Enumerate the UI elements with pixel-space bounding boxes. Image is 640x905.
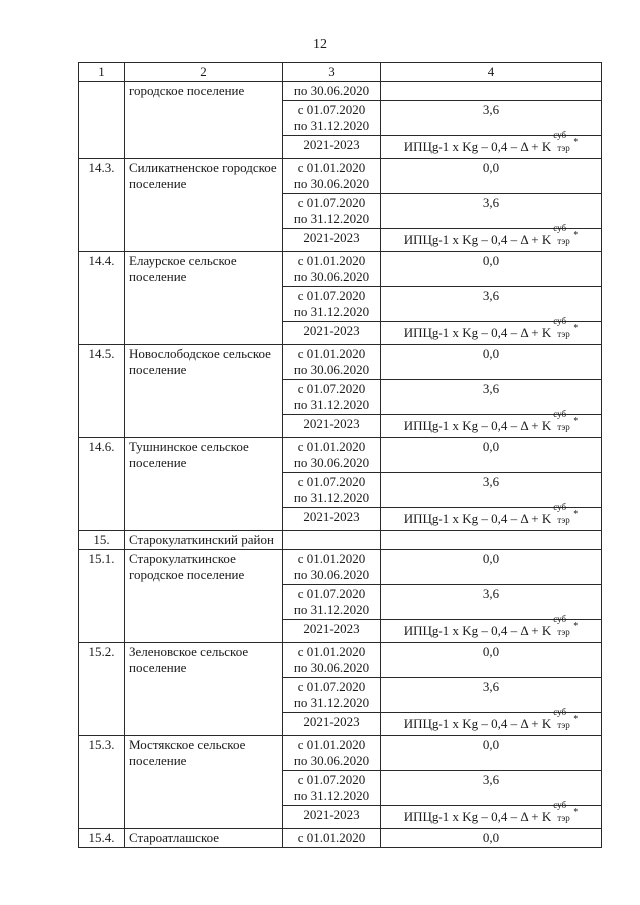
value-cell: 3,6 <box>381 101 602 136</box>
period-cell <box>283 345 381 380</box>
formula-main: ИПЦg-1 х Kg – 0,4 – Δ + K <box>403 418 552 433</box>
footnote-star: * <box>573 230 579 241</box>
table-row <box>79 438 602 473</box>
formula-superscript: суб <box>553 614 567 624</box>
period-text: по 31.12.2020 <box>293 602 370 617</box>
index-formula <box>403 223 579 247</box>
value-cell: 3,6 <box>381 380 602 415</box>
formula-superscript: суб <box>553 502 567 512</box>
formula-subscript: тэр <box>557 813 570 823</box>
formula-main: ИПЦg-1 х Kg – 0,4 – Δ + K <box>403 809 552 824</box>
settlement-name: городское поселение <box>125 82 283 159</box>
period-cell <box>283 194 381 229</box>
table-row <box>79 736 602 771</box>
formula-cell <box>381 614 602 643</box>
value-cell: 3,6 <box>381 194 602 229</box>
formula-cell <box>381 223 602 252</box>
formula-superscript: суб <box>553 316 567 326</box>
period-cell <box>283 438 381 473</box>
formula-cell <box>381 409 602 438</box>
settlement-name: Старокулаткинское городское поселение <box>125 550 283 643</box>
period-text: по 31.12.2020 <box>293 118 370 133</box>
value-cell: 3,6 <box>381 287 602 322</box>
value-cell: 0,0 <box>381 643 602 678</box>
formula-subscript: тэр <box>557 515 570 525</box>
value-cell: 3,6 <box>381 771 602 806</box>
value-cell: 3,6 <box>381 473 602 508</box>
period-text: 2021-2023 <box>303 621 360 636</box>
header-col-2: 2 <box>125 63 283 82</box>
settlement-name: Силикатненское городское поселение <box>125 159 283 252</box>
formula-subscript: тэр <box>557 143 570 153</box>
row-number: 15.2. <box>79 643 125 736</box>
period-text: по 30.06.2020 <box>293 455 370 470</box>
header-col-4: 4 <box>381 63 602 82</box>
footnote-star: * <box>573 416 579 427</box>
formula-index-stack <box>551 130 573 153</box>
period-cell <box>283 678 381 713</box>
row-number: 15.3. <box>79 736 125 829</box>
index-formula <box>403 316 579 340</box>
formula-index-stack <box>551 409 573 432</box>
period-text: с 01.01.2020 <box>297 439 366 454</box>
period-cell <box>283 322 381 345</box>
table-row <box>79 82 602 101</box>
formula-subscript: тэр <box>557 720 570 730</box>
formula-cell <box>381 707 602 736</box>
row-number <box>79 82 125 159</box>
value-cell: 0,0 <box>381 252 602 287</box>
index-formula <box>403 800 579 824</box>
period-text: с 01.01.2020 <box>297 551 366 566</box>
row-number: 15.1. <box>79 550 125 643</box>
period-cell <box>283 806 381 829</box>
formula-index-stack <box>551 707 573 730</box>
period-text: 2021-2023 <box>303 714 360 729</box>
value-cell: 0,0 <box>381 159 602 194</box>
value-cell: 0,0 <box>381 736 602 771</box>
period-cell <box>283 771 381 806</box>
footnote-star: * <box>573 137 579 148</box>
period-text: с 01.07.2020 <box>297 772 366 787</box>
index-formula <box>403 707 579 731</box>
tariff-table <box>78 62 602 848</box>
header-col-3: 3 <box>283 63 381 82</box>
value-cell: 0,0 <box>381 550 602 585</box>
formula-cell <box>381 800 602 829</box>
period-text: по 31.12.2020 <box>293 695 370 710</box>
period-text: по 30.06.2020 <box>293 362 370 377</box>
period-cell <box>283 643 381 678</box>
settlement-name: Староатлашское <box>125 829 283 848</box>
index-formula <box>403 502 579 526</box>
period-text: 2021-2023 <box>303 137 360 152</box>
period-cell <box>283 585 381 620</box>
settlement-name: Новослободское сельское поселение <box>125 345 283 438</box>
period-text: 2021-2023 <box>303 230 360 245</box>
value-cell: 0,0 <box>381 438 602 473</box>
footnote-star: * <box>573 621 579 632</box>
period-cell <box>283 101 381 136</box>
formula-main: ИПЦg-1 х Kg – 0,4 – Δ + K <box>403 325 552 340</box>
row-number: 14.3. <box>79 159 125 252</box>
value-cell: 3,6 <box>381 678 602 713</box>
settlement-name: Тушнинское сельское поселение <box>125 438 283 531</box>
period-text: по 30.06.2020 <box>293 660 370 675</box>
table-row <box>79 252 602 287</box>
formula-subscript: тэр <box>557 422 570 432</box>
formula-superscript: суб <box>553 800 567 810</box>
formula-main: ИПЦg-1 х Kg – 0,4 – Δ + K <box>403 232 552 247</box>
period-cell <box>283 380 381 415</box>
period-text: с 01.01.2020 <box>297 346 366 361</box>
table-row <box>79 159 602 194</box>
period-cell <box>283 287 381 322</box>
formula-superscript: суб <box>553 223 567 233</box>
page-number: 12 <box>313 37 327 52</box>
formula-cell <box>381 316 602 345</box>
value-cell: 0,0 <box>381 829 602 848</box>
formula-superscript: суб <box>553 707 567 717</box>
period-cell <box>283 229 381 252</box>
footnote-star: * <box>573 323 579 334</box>
period-text: 2021-2023 <box>303 323 360 338</box>
settlement-name: Старокулаткинский район <box>125 531 283 550</box>
period-text: с 01.07.2020 <box>297 195 366 210</box>
period-cell <box>283 508 381 531</box>
index-formula <box>403 409 579 433</box>
table-row <box>79 531 602 550</box>
period-text: с 01.07.2020 <box>297 474 366 489</box>
period-text: с 01.07.2020 <box>297 679 366 694</box>
formula-index-stack <box>551 502 573 525</box>
period-text: с 01.01.2020 <box>297 830 366 845</box>
index-formula <box>403 130 579 154</box>
period-text: по 30.06.2020 <box>293 567 370 582</box>
period-text: с 01.07.2020 <box>297 288 366 303</box>
formula-subscript: тэр <box>557 627 570 637</box>
period-cell <box>283 829 381 848</box>
period-text: по 31.12.2020 <box>293 211 370 226</box>
formula-index-stack <box>551 223 573 246</box>
period-text: по 30.06.2020 <box>293 269 370 284</box>
period-text: по 31.12.2020 <box>293 788 370 803</box>
period-cell <box>283 736 381 771</box>
table-row <box>79 829 602 848</box>
period-cell <box>283 531 381 550</box>
period-cell <box>283 473 381 508</box>
formula-index-stack <box>551 316 573 339</box>
period-cell <box>283 713 381 736</box>
header-col-1: 1 <box>79 63 125 82</box>
formula-main: ИПЦg-1 х Kg – 0,4 – Δ + K <box>403 716 552 731</box>
settlement-name: Зеленовское сельское поселение <box>125 643 283 736</box>
settlement-name: Елаурское сельское поселение <box>125 252 283 345</box>
formula-main: ИПЦg-1 х Kg – 0,4 – Δ + K <box>403 511 552 526</box>
period-text: с 01.01.2020 <box>297 160 366 175</box>
formula-superscript: суб <box>553 130 567 140</box>
row-number: 15. <box>79 531 125 550</box>
footnote-star: * <box>573 714 579 725</box>
period-text: 2021-2023 <box>303 807 360 822</box>
row-number: 14.5. <box>79 345 125 438</box>
period-cell <box>283 82 381 101</box>
period-text: 2021-2023 <box>303 416 360 431</box>
period-text: по 30.06.2020 <box>293 176 370 191</box>
formula-cell <box>381 502 602 531</box>
period-text: по 31.12.2020 <box>293 304 370 319</box>
row-number: 15.4. <box>79 829 125 848</box>
footnote-star: * <box>573 509 579 520</box>
index-formula <box>403 614 579 638</box>
settlement-name: Мостякское сельское поселение <box>125 736 283 829</box>
formula-subscript: тэр <box>557 329 570 339</box>
period-text: с 01.01.2020 <box>297 644 366 659</box>
formula-main: ИПЦg-1 х Kg – 0,4 – Δ + K <box>403 623 552 638</box>
row-number: 14.4. <box>79 252 125 345</box>
formula-index-stack <box>551 614 573 637</box>
period-cell <box>283 136 381 159</box>
formula-index-stack <box>551 800 573 823</box>
value-cell <box>381 82 602 101</box>
period-text: по 30.06.2020 <box>293 753 370 768</box>
period-text: с 01.07.2020 <box>297 586 366 601</box>
period-text: с 01.07.2020 <box>297 381 366 396</box>
period-cell <box>283 550 381 585</box>
period-text: по 31.12.2020 <box>293 490 370 505</box>
period-text: 2021-2023 <box>303 509 360 524</box>
formula-cell <box>381 130 602 159</box>
period-text: с 01.07.2020 <box>297 102 366 117</box>
row-number: 14.6. <box>79 438 125 531</box>
period-cell <box>283 415 381 438</box>
value-cell <box>381 531 602 550</box>
table-row <box>79 550 602 585</box>
period-text: с 01.01.2020 <box>297 253 366 268</box>
formula-subscript: тэр <box>557 236 570 246</box>
period-text: по 30.06.2020 <box>293 83 370 98</box>
formula-main: ИПЦg-1 х Kg – 0,4 – Δ + K <box>403 139 552 154</box>
table-row <box>79 643 602 678</box>
period-text: по 31.12.2020 <box>293 397 370 412</box>
table-row <box>79 345 602 380</box>
formula-superscript: суб <box>553 409 567 419</box>
period-cell <box>283 252 381 287</box>
footnote-star: * <box>573 807 579 818</box>
period-cell <box>283 620 381 643</box>
table-header-row <box>79 63 602 82</box>
value-cell: 0,0 <box>381 345 602 380</box>
period-text: с 01.01.2020 <box>297 737 366 752</box>
value-cell: 3,6 <box>381 585 602 620</box>
period-cell <box>283 159 381 194</box>
